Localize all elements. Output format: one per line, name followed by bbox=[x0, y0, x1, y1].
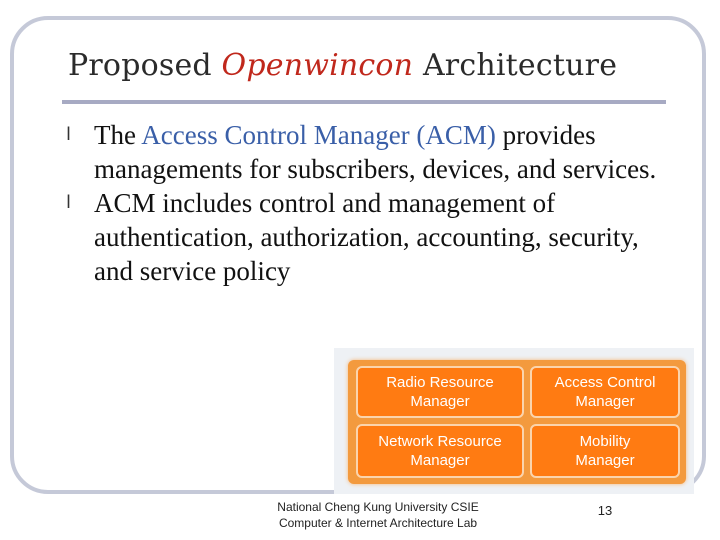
architecture-diagram-panel bbox=[334, 348, 694, 494]
diagram-box-network-resource-manager bbox=[356, 424, 524, 478]
box-label-line2: Manager bbox=[575, 393, 635, 410]
diagram-box-radio-resource-manager bbox=[356, 366, 524, 418]
bullet-text-post: ACM includes control and management of authentication, authorization, accounting, security, and service policy bbox=[94, 188, 639, 286]
box-label-line1: Mobility bbox=[579, 433, 631, 450]
bullet-item bbox=[64, 186, 664, 288]
footer-line2: Computer & Internet Architecture Lab bbox=[278, 516, 478, 530]
title-rule bbox=[62, 100, 666, 104]
diagram-box-mobility-manager bbox=[530, 424, 680, 478]
title-suffix: Architecture bbox=[413, 48, 618, 83]
box-label-line2: Manager bbox=[575, 452, 635, 469]
bullet-text-pre: The bbox=[94, 120, 142, 150]
title-prefix: Proposed bbox=[68, 48, 222, 83]
box-label-line2: Manager bbox=[410, 393, 470, 410]
architecture-diagram bbox=[348, 360, 686, 484]
slide-title bbox=[68, 48, 617, 83]
footer-line1: National Cheng Kung University CSIE bbox=[277, 500, 479, 514]
box-label-line1: Network Resource bbox=[378, 433, 502, 450]
bullet-item bbox=[64, 118, 664, 186]
box-label-line2: Manager bbox=[410, 452, 470, 469]
box-label-line1: Radio Resource bbox=[386, 374, 494, 391]
bullet-marker: l bbox=[66, 124, 72, 145]
title-accent: Openwincon bbox=[221, 48, 414, 83]
bullet-text-post: provides managements for subscribers, devices, and services. bbox=[94, 120, 657, 184]
box-label-line1: Access Control bbox=[554, 374, 656, 391]
bullet-list bbox=[64, 118, 664, 288]
diagram-box-access-control-manager bbox=[530, 366, 680, 418]
bullet-marker: l bbox=[66, 192, 72, 213]
bullet-text-highlight: Access Control Manager (ACM) bbox=[141, 120, 496, 150]
page-number: 13 bbox=[597, 503, 613, 518]
slide-footer bbox=[258, 499, 498, 531]
